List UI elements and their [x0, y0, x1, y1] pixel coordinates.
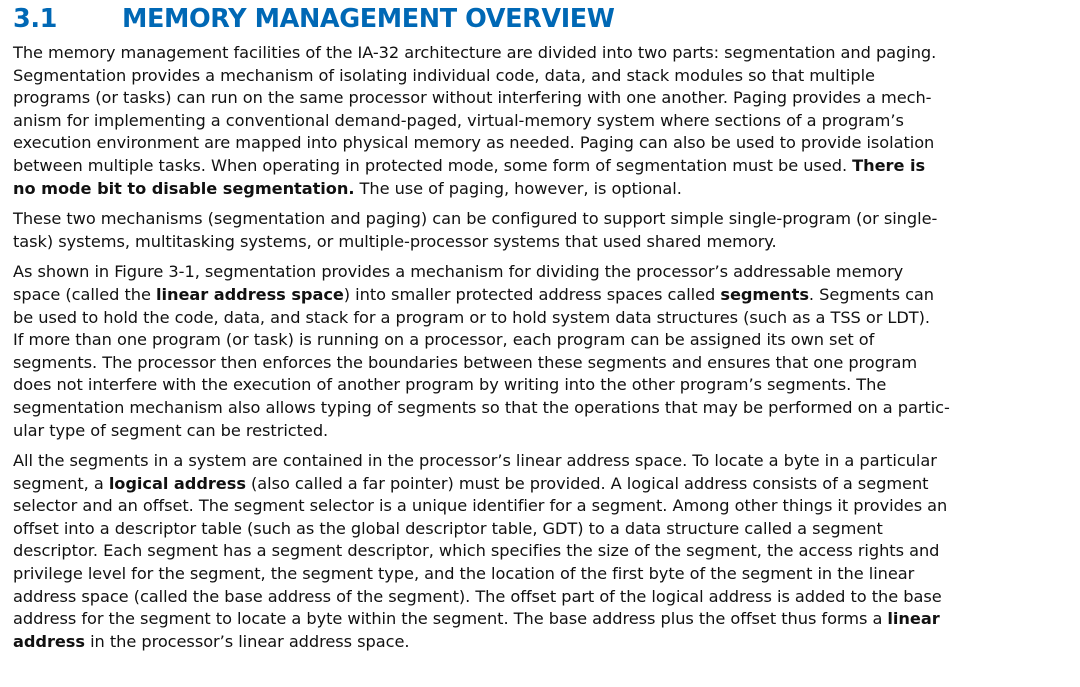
text-run: . Segments can: [808, 284, 934, 304]
text-line: [13, 352, 1069, 375]
text-run: between multiple tasks. When operating in protected mode, some form of segmentation must be used.: [13, 155, 853, 175]
text-line: [13, 495, 1069, 518]
bold-term: linear address space: [155, 284, 344, 304]
text-line: [13, 540, 1069, 563]
text-line: [13, 208, 1069, 231]
text-line: [13, 631, 1069, 654]
text-run: (also called a far pointer) must be provided. A logical address consists of a segment: [245, 473, 929, 493]
text-line: [13, 329, 1069, 352]
text-line: [13, 178, 1069, 201]
text-run: If more than one program (or task) is running on a processor, each program can be assigned its own set of: [13, 330, 875, 350]
bold-term: linear: [887, 609, 940, 629]
text-run: ular type of segment can be restricted.: [13, 420, 329, 440]
text-line: [13, 284, 1069, 307]
text-run: space (called the: [13, 284, 156, 304]
paragraph: [13, 450, 1069, 653]
text-run: anism for implementing a conventional demand-paged, virtual-memory system where sections of a program’s: [13, 110, 904, 130]
text-line: [13, 450, 1069, 473]
paragraph: [13, 261, 1069, 442]
text-run: Segmentation provides a mechanism of isolating individual code, data, and stack modules so that multiple: [13, 65, 875, 85]
text-run: selector and an offset. The segment selector is a unique identifier for a segment. Among other things it provides an: [13, 496, 948, 516]
text-run: ) into smaller protected address spaces called: [343, 284, 721, 304]
text-line: [13, 87, 1069, 110]
bold-term: There is: [852, 155, 926, 175]
text-line: [13, 608, 1069, 631]
text-run: programs (or tasks) can run on the same processor without interfering with one another. Paging provides a mech-: [13, 88, 932, 108]
text-line: [13, 155, 1069, 178]
body-text: [13, 42, 1069, 653]
text-run: The use of paging, however, is optional.: [354, 178, 682, 198]
text-run: All the segments in a system are contained in the processor’s linear address space. To locate a byte in a particular: [13, 451, 937, 471]
text-run: As shown in Figure 3-1, segmentation provides a mechanism for dividing the processor’s addressable memory: [13, 262, 904, 282]
text-line: [13, 473, 1069, 496]
bold-term: no mode bit to disable segmentation.: [13, 178, 355, 198]
text-run: address space (called the base address of the segment). The offset part of the logical address is added to the base: [13, 586, 942, 606]
text-line: [13, 307, 1069, 330]
section-title: MEMORY MANAGEMENT OVERVIEW: [122, 4, 615, 34]
text-run: The memory management facilities of the IA-32 architecture are divided into two parts: segmentation and paging.: [13, 43, 937, 62]
text-run: address for the segment to locate a byte within the segment. The base address plus the offset thus forms a: [13, 609, 888, 629]
paragraph: [13, 208, 1069, 253]
text-run: offset into a descriptor table (such as the global descriptor table, GDT) to a data structure called a segment: [13, 518, 883, 538]
text-run: privilege level for the segment, the segment type, and the location of the first byte of the segment in the linear: [13, 564, 915, 584]
section-number: 3.1: [13, 4, 57, 34]
text-line: [13, 132, 1069, 155]
text-run: segmentation mechanism also allows typing of segments so that the operations that may be performed on a partic-: [13, 397, 950, 417]
bold-term: logical address: [108, 473, 246, 493]
text-line: [13, 586, 1069, 609]
text-line: [13, 374, 1069, 397]
text-run: These two mechanisms (segmentation and paging) can be configured to support simple single-program (or single-: [13, 209, 938, 229]
bold-term: segments: [720, 284, 809, 304]
section-heading: [13, 4, 1069, 42]
text-line: [13, 261, 1069, 284]
text-line: [13, 42, 1069, 65]
text-line: [13, 397, 1069, 420]
bold-term: address: [13, 631, 85, 651]
text-line: [13, 231, 1069, 254]
text-run: task) systems, multitasking systems, or multiple-processor systems that used shared memory.: [13, 231, 777, 251]
text-line: [13, 563, 1069, 586]
text-run: segment, a: [13, 473, 109, 493]
text-line: [13, 110, 1069, 133]
paragraph: [13, 42, 1069, 200]
text-run: does not interfere with the execution of another program by writing into the other program’s segments. The: [13, 375, 887, 395]
text-run: segments. The processor then enforces the boundaries between these segments and ensures that one program: [13, 352, 918, 372]
text-line: [13, 65, 1069, 88]
text-run: in the processor’s linear address space.: [84, 631, 410, 651]
text-line: [13, 518, 1069, 541]
text-run: descriptor. Each segment has a segment descriptor, which specifies the size of the segment, the access rights and: [13, 541, 940, 561]
text-run: execution environment are mapped into physical memory as needed. Paging can also be used to provide isolation: [13, 133, 935, 153]
document-page: [13, 4, 1069, 661]
text-run: be used to hold the code, data, and stack for a program or to hold system data structures (such as a TSS or LDT).: [13, 307, 930, 327]
text-line: [13, 420, 1069, 443]
